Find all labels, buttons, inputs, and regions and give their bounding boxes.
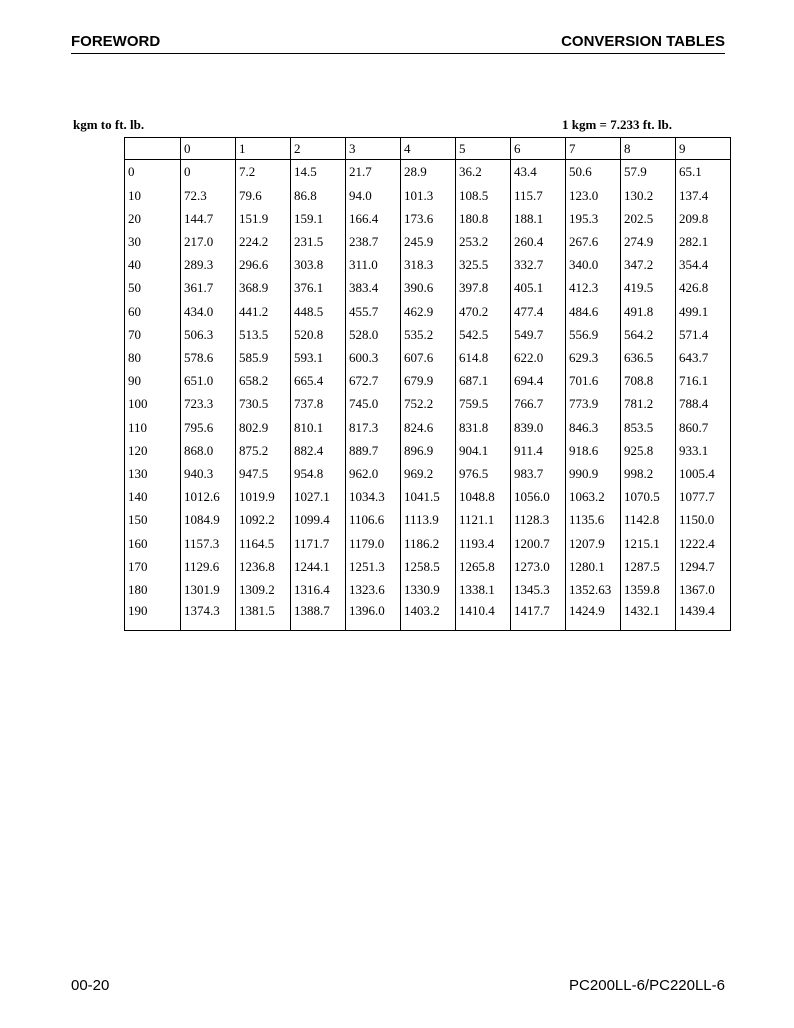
table-cell: 1367.0 (676, 578, 731, 601)
row-label: 50 (125, 276, 181, 300)
table-cell: 1330.9 (401, 578, 456, 601)
table-cell: 1186.2 (401, 532, 456, 555)
table-cell: 665.4 (291, 369, 346, 392)
table-row (125, 300, 731, 323)
table-cell: 773.9 (566, 392, 621, 416)
table-cell: 1171.7 (291, 532, 346, 555)
table-cell: 1381.5 (236, 601, 291, 631)
table-cell: 651.0 (181, 369, 236, 392)
table-cell: 72.3 (181, 184, 236, 207)
table-row (125, 323, 731, 346)
table-cell: 1084.9 (181, 508, 236, 532)
table-cell: 578.6 (181, 346, 236, 369)
table-cell: 831.8 (456, 416, 511, 439)
table-cell: 1410.4 (456, 601, 511, 631)
table-cell: 318.3 (401, 253, 456, 276)
conversion-table (124, 137, 731, 631)
table-cell: 1273.0 (511, 555, 566, 578)
table-cell: 390.6 (401, 276, 456, 300)
table-cell: 730.5 (236, 392, 291, 416)
table-cell: 947.5 (236, 462, 291, 485)
table-cell: 940.3 (181, 462, 236, 485)
table-cell: 1129.6 (181, 555, 236, 578)
table-cell: 752.2 (401, 392, 456, 416)
table-cell: 766.7 (511, 392, 566, 416)
table-cell: 896.9 (401, 439, 456, 462)
table-cell: 925.8 (621, 439, 676, 462)
table-cell: 1396.0 (346, 601, 401, 631)
table-cell: 455.7 (346, 300, 401, 323)
table-cell: 795.6 (181, 416, 236, 439)
table-cell: 1309.2 (236, 578, 291, 601)
table-cell: 1048.8 (456, 485, 511, 508)
table-cell: 1193.4 (456, 532, 511, 555)
table-row (125, 485, 731, 508)
table-cell: 1258.5 (401, 555, 456, 578)
table-cell: 245.9 (401, 230, 456, 253)
table-cell: 65.1 (676, 160, 731, 185)
table-row (125, 253, 731, 276)
row-label: 60 (125, 300, 181, 323)
table-cell: 1157.3 (181, 532, 236, 555)
table-cell: 1019.9 (236, 485, 291, 508)
page-number: 00-20 (71, 977, 110, 994)
table-cell: 1244.1 (291, 555, 346, 578)
table-cell: 376.1 (291, 276, 346, 300)
column-header-8: 8 (621, 138, 676, 160)
table-cell: 1280.1 (566, 555, 621, 578)
table-cell: 499.1 (676, 300, 731, 323)
table-cell: 528.0 (346, 323, 401, 346)
table-cell: 470.2 (456, 300, 511, 323)
table-cell: 405.1 (511, 276, 566, 300)
table-cell: 217.0 (181, 230, 236, 253)
table-row (125, 369, 731, 392)
table-caption: kgm to ft. lb. (73, 117, 145, 132)
table-cell: 43.4 (511, 160, 566, 185)
table-cell: 868.0 (181, 439, 236, 462)
row-label: 170 (125, 555, 181, 578)
table-cell: 585.9 (236, 346, 291, 369)
table-cell: 441.2 (236, 300, 291, 323)
row-label: 160 (125, 532, 181, 555)
page-topic-title: CONVERSION TABLES (561, 33, 725, 50)
table-cell: 0 (181, 160, 236, 185)
table-cell: 325.5 (456, 253, 511, 276)
table-cell: 159.1 (291, 207, 346, 230)
table-cell: 50.6 (566, 160, 621, 185)
table-cell: 1417.7 (511, 601, 566, 631)
table-cell: 361.7 (181, 276, 236, 300)
table-cell: 1432.1 (621, 601, 676, 631)
table-row (125, 578, 731, 601)
table-cell: 636.5 (621, 346, 676, 369)
row-label: 20 (125, 207, 181, 230)
table-cell: 882.4 (291, 439, 346, 462)
table-header-row (125, 138, 731, 160)
table-cell: 593.1 (291, 346, 346, 369)
table-cell: 484.6 (566, 300, 621, 323)
table-cell: 289.3 (181, 253, 236, 276)
table-cell: 1056.0 (511, 485, 566, 508)
table-cell: 708.8 (621, 369, 676, 392)
row-label: 40 (125, 253, 181, 276)
table-cell: 195.3 (566, 207, 621, 230)
table-cell: 1388.7 (291, 601, 346, 631)
table-cell: 231.5 (291, 230, 346, 253)
table-cell: 21.7 (346, 160, 401, 185)
table-cell: 1077.7 (676, 485, 731, 508)
row-label: 80 (125, 346, 181, 369)
row-label: 140 (125, 485, 181, 508)
table-cell: 166.4 (346, 207, 401, 230)
table-cell: 36.2 (456, 160, 511, 185)
table-cell: 839.0 (511, 416, 566, 439)
table-cell: 1012.6 (181, 485, 236, 508)
table-cell: 419.5 (621, 276, 676, 300)
table-cell: 933.1 (676, 439, 731, 462)
table-row (125, 532, 731, 555)
table-cell: 303.8 (291, 253, 346, 276)
table-cell: 180.8 (456, 207, 511, 230)
table-row (125, 439, 731, 462)
table-cell: 101.3 (401, 184, 456, 207)
table-row (125, 508, 731, 532)
row-label: 90 (125, 369, 181, 392)
table-cell: 904.1 (456, 439, 511, 462)
row-label: 130 (125, 462, 181, 485)
table-cell: 672.7 (346, 369, 401, 392)
table-cell: 1316.4 (291, 578, 346, 601)
table-cell: 477.4 (511, 300, 566, 323)
table-cell: 1200.7 (511, 532, 566, 555)
table-cell: 1207.9 (566, 532, 621, 555)
table-cell: 274.9 (621, 230, 676, 253)
table-cell: 1150.0 (676, 508, 731, 532)
table-cell: 788.4 (676, 392, 731, 416)
table-cell: 571.4 (676, 323, 731, 346)
table-cell: 137.4 (676, 184, 731, 207)
table-row (125, 462, 731, 485)
row-label: 110 (125, 416, 181, 439)
column-header-1: 1 (236, 138, 291, 160)
table-cell: 1424.9 (566, 601, 621, 631)
table-cell: 260.4 (511, 230, 566, 253)
table-cell: 889.7 (346, 439, 401, 462)
table-cell: 383.4 (346, 276, 401, 300)
table-cell: 354.4 (676, 253, 731, 276)
table-cell: 1287.5 (621, 555, 676, 578)
table-cell: 846.3 (566, 416, 621, 439)
table-cell: 1301.9 (181, 578, 236, 601)
table-cell: 1294.7 (676, 555, 731, 578)
table-cell: 188.1 (511, 207, 566, 230)
table-cell: 860.7 (676, 416, 731, 439)
table-cell: 759.5 (456, 392, 511, 416)
row-label: 150 (125, 508, 181, 532)
table-cell: 824.6 (401, 416, 456, 439)
table-cell: 57.9 (621, 160, 676, 185)
table-cell: 491.8 (621, 300, 676, 323)
row-label: 100 (125, 392, 181, 416)
table-cell: 1338.1 (456, 578, 511, 601)
corner-cell (125, 138, 181, 160)
table-cell: 513.5 (236, 323, 291, 346)
table-cell: 716.1 (676, 369, 731, 392)
table-cell: 253.2 (456, 230, 511, 253)
table-cell: 614.8 (456, 346, 511, 369)
table-cell: 1027.1 (291, 485, 346, 508)
column-header-9: 9 (676, 138, 731, 160)
table-cell: 1164.5 (236, 532, 291, 555)
table-cell: 130.2 (621, 184, 676, 207)
column-header-6: 6 (511, 138, 566, 160)
table-row (125, 230, 731, 253)
table-cell: 1265.8 (456, 555, 511, 578)
table-cell: 1236.8 (236, 555, 291, 578)
table-row (125, 207, 731, 230)
table-cell: 448.5 (291, 300, 346, 323)
table-cell: 202.5 (621, 207, 676, 230)
table-cell: 108.5 (456, 184, 511, 207)
table-cell: 535.2 (401, 323, 456, 346)
table-cell: 1439.4 (676, 601, 731, 631)
table-cell: 340.0 (566, 253, 621, 276)
model-number: PC200LL-6/PC220LL-6 (569, 977, 725, 994)
table-cell: 679.9 (401, 369, 456, 392)
table-cell: 151.9 (236, 207, 291, 230)
table-cell: 296.6 (236, 253, 291, 276)
table-cell: 990.9 (566, 462, 621, 485)
table-cell: 311.0 (346, 253, 401, 276)
table-cell: 14.5 (291, 160, 346, 185)
table-cell: 737.8 (291, 392, 346, 416)
table-cell: 1063.2 (566, 485, 621, 508)
table-cell: 94.0 (346, 184, 401, 207)
table-cell: 115.7 (511, 184, 566, 207)
row-label: 120 (125, 439, 181, 462)
table-cell: 397.8 (456, 276, 511, 300)
table-cell: 123.0 (566, 184, 621, 207)
table-cell: 224.2 (236, 230, 291, 253)
table-cell: 347.2 (621, 253, 676, 276)
table-cell: 282.1 (676, 230, 731, 253)
section-title: FOREWORD (71, 33, 161, 50)
row-label: 180 (125, 578, 181, 601)
table-cell: 412.3 (566, 276, 621, 300)
table-cell: 332.7 (511, 253, 566, 276)
table-cell: 781.2 (621, 392, 676, 416)
table-cell: 1070.5 (621, 485, 676, 508)
row-label: 190 (125, 601, 181, 631)
table-cell: 629.3 (566, 346, 621, 369)
table-cell: 810.1 (291, 416, 346, 439)
table-cell: 1034.3 (346, 485, 401, 508)
table-cell: 875.2 (236, 439, 291, 462)
table-cell: 643.7 (676, 346, 731, 369)
table-cell: 1106.6 (346, 508, 401, 532)
table-cell: 918.6 (566, 439, 621, 462)
table-cell: 1215.1 (621, 532, 676, 555)
table-cell: 520.8 (291, 323, 346, 346)
column-header-3: 3 (346, 138, 401, 160)
table-row (125, 601, 731, 631)
table-cell: 607.6 (401, 346, 456, 369)
table-cell: 1113.9 (401, 508, 456, 532)
table-cell: 86.8 (291, 184, 346, 207)
table-cell: 687.1 (456, 369, 511, 392)
conversion-factor-note: 1 kgm = 7.233 ft. lb. (562, 117, 672, 132)
table-cell: 954.8 (291, 462, 346, 485)
table-cell: 600.3 (346, 346, 401, 369)
table-cell: 694.4 (511, 369, 566, 392)
table-cell: 1345.3 (511, 578, 566, 601)
table-cell: 426.8 (676, 276, 731, 300)
table-cell: 144.7 (181, 207, 236, 230)
table-cell: 1222.4 (676, 532, 731, 555)
row-label: 0 (125, 160, 181, 185)
table-cell: 976.5 (456, 462, 511, 485)
table-cell: 1041.5 (401, 485, 456, 508)
table-cell: 1142.8 (621, 508, 676, 532)
row-label: 70 (125, 323, 181, 346)
table-cell: 723.3 (181, 392, 236, 416)
table-cell: 1005.4 (676, 462, 731, 485)
table-row (125, 555, 731, 578)
table-cell: 267.6 (566, 230, 621, 253)
table-cell: 549.7 (511, 323, 566, 346)
column-header-4: 4 (401, 138, 456, 160)
column-header-0: 0 (181, 138, 236, 160)
table-row (125, 416, 731, 439)
table-cell: 209.8 (676, 207, 731, 230)
table-cell: 983.7 (511, 462, 566, 485)
table-cell: 998.2 (621, 462, 676, 485)
table-cell: 506.3 (181, 323, 236, 346)
table-cell: 1099.4 (291, 508, 346, 532)
table-cell: 969.2 (401, 462, 456, 485)
column-header-2: 2 (291, 138, 346, 160)
row-label: 30 (125, 230, 181, 253)
table-cell: 564.2 (621, 323, 676, 346)
table-cell: 173.6 (401, 207, 456, 230)
table-cell: 1359.8 (621, 578, 676, 601)
conversion-table-body (125, 138, 731, 631)
table-cell: 622.0 (511, 346, 566, 369)
table-cell: 745.0 (346, 392, 401, 416)
table-cell: 1352.63 (566, 578, 621, 601)
table-cell: 853.5 (621, 416, 676, 439)
table-cell: 1403.2 (401, 601, 456, 631)
table-cell: 658.2 (236, 369, 291, 392)
table-cell: 1135.6 (566, 508, 621, 532)
table-cell: 1121.1 (456, 508, 511, 532)
table-cell: 701.6 (566, 369, 621, 392)
table-cell: 1128.3 (511, 508, 566, 532)
page-header (71, 33, 725, 54)
table-row (125, 346, 731, 369)
table-cell: 817.3 (346, 416, 401, 439)
table-cell: 434.0 (181, 300, 236, 323)
table-cell: 1251.3 (346, 555, 401, 578)
table-cell: 962.0 (346, 462, 401, 485)
table-cell: 7.2 (236, 160, 291, 185)
table-row (125, 392, 731, 416)
table-cell: 1323.6 (346, 578, 401, 601)
table-cell: 238.7 (346, 230, 401, 253)
table-cell: 368.9 (236, 276, 291, 300)
table-row (125, 276, 731, 300)
table-cell: 542.5 (456, 323, 511, 346)
row-label: 10 (125, 184, 181, 207)
table-cell: 802.9 (236, 416, 291, 439)
table-cell: 462.9 (401, 300, 456, 323)
table-cell: 1092.2 (236, 508, 291, 532)
table-row (125, 160, 731, 185)
table-cell: 1179.0 (346, 532, 401, 555)
table-cell: 911.4 (511, 439, 566, 462)
table-cell: 28.9 (401, 160, 456, 185)
table-cell: 556.9 (566, 323, 621, 346)
table-row (125, 184, 731, 207)
table-cell: 1374.3 (181, 601, 236, 631)
column-header-7: 7 (566, 138, 621, 160)
column-header-5: 5 (456, 138, 511, 160)
table-cell: 79.6 (236, 184, 291, 207)
